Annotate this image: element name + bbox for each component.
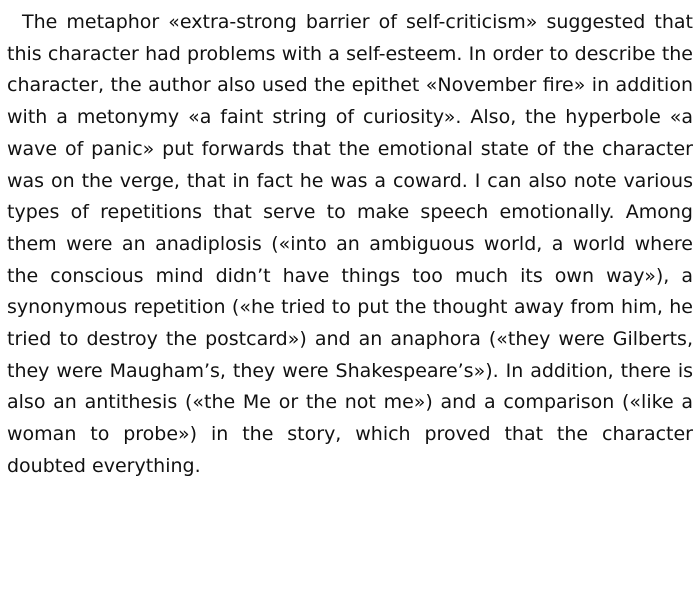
- body-paragraph: The metaphor «extra-strong barrier of self-criticism» suggested that this character had problems with a self-esteem. In order to describe the character, the author also used the epithet «November fire» in addition with a metonymy «a faint string of curiosity». Also, the hyperbole «a wave of panic» put forwards that the emotional state of the character was on the verge, that in fact he was a coward. I can also note various types of repetitions that serve to make speech emotionally. Among them were an anadiplosis («into an ambiguous world, a world where the conscious mind didn’t have things too much its own way»), a synonymous repetition («he tried to put the thought away from him, he tried to destroy the postcard») and an anaphora («they were Gilberts, they were Maugham’s, they were Shakespeare’s»). In addition, there is also an antithesis («the Me or the not me») and a comparison («like a woman to probe») in the story, which proved that the character doubted everything.: [7, 11, 693, 477]
